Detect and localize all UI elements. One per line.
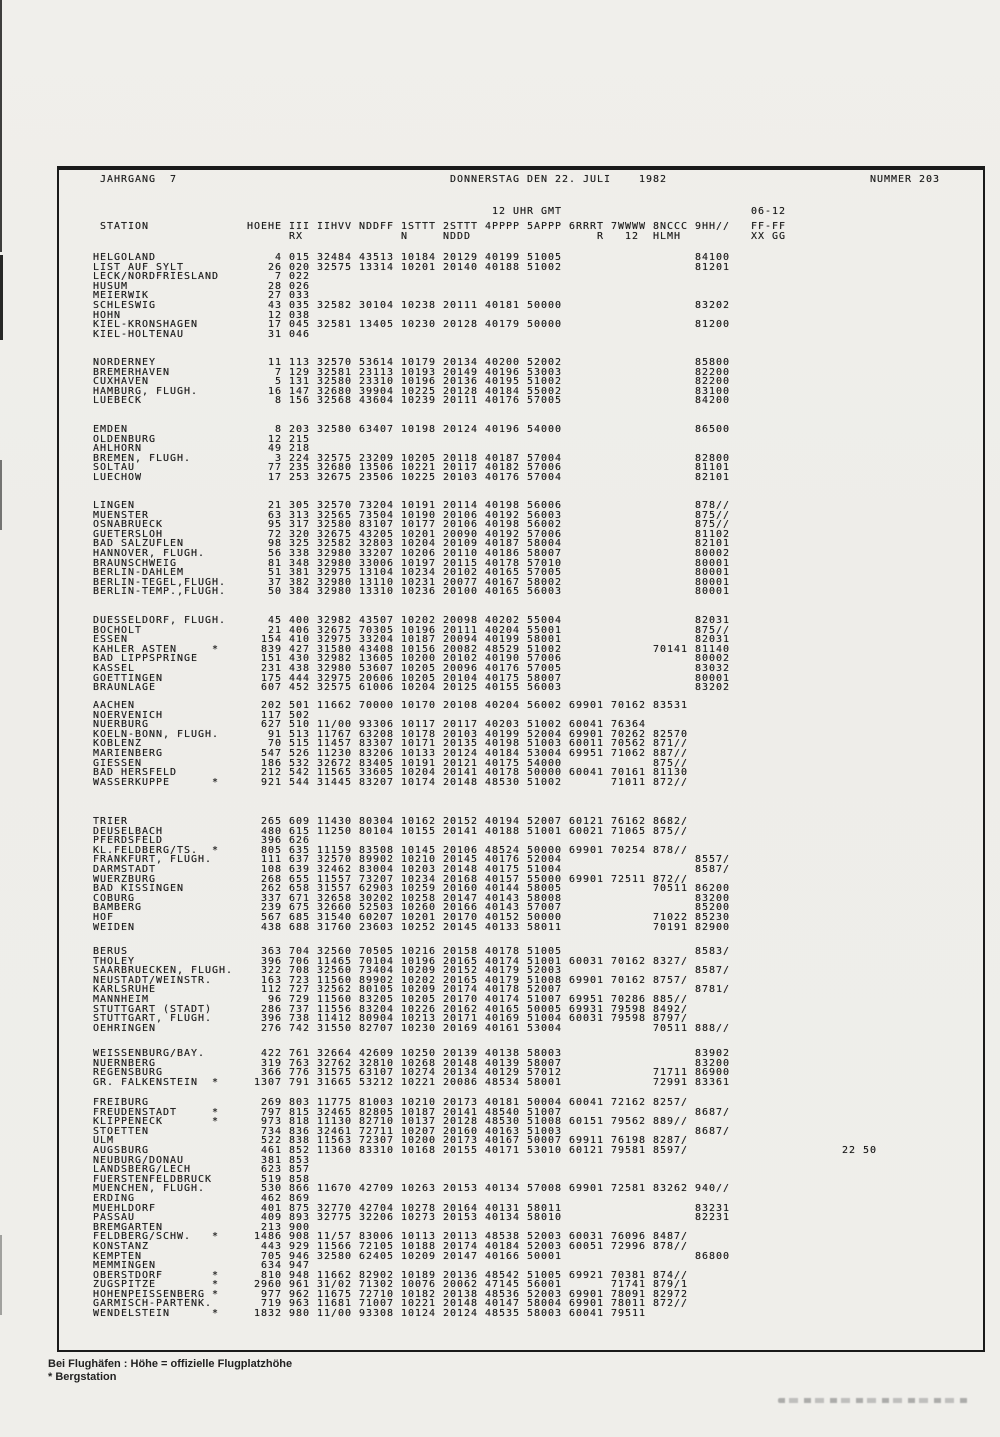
station-row: REGENSBURG 366 776 31575 63107 10274 20134 40129 57012 71711 86900 (93, 1067, 731, 1079)
scan-artifact-left-top (0, 0, 2, 252)
station-row: STUTTGART, FLUGH. 396 738 11412 80904 10213 20171 40169 51004 60031 79598 8797/ (93, 1013, 689, 1025)
station-block (93, 616, 730, 693)
station-row: KAHLER ASTEN * 839 427 31580 43408 10156 20082 48529 51002 70141 81140 (93, 643, 731, 655)
station-row: DUESSELDORF, FLUGH. 45 400 32982 43507 10202 20098 40202 55004 82031 (93, 615, 731, 626)
station-row: LANDSBERG/LECH 623 857 (93, 1164, 311, 1176)
station-row: MANNHEIM 96 729 11560 83205 10205 20170 40174 51007 69951 70286 885// (93, 993, 689, 1005)
station-row: KASSEL 231 438 32980 53607 10205 20096 40176 57005 83032 (93, 662, 731, 674)
station-row: ULM 522 838 11563 72307 10200 20173 40167 50007 69911 76198 8287/ (93, 1135, 689, 1147)
station-row: FRANKFURT, FLUGH. 111 637 32570 89902 10210 20145 40176 52004 8557/ (93, 854, 731, 866)
scan-artifact-left-lower (0, 460, 2, 530)
station-row: LIST AUF SYLT 26 020 32575 13314 10201 20140 40188 51002 81201 (93, 261, 731, 273)
station-row: SOLTAU 77 235 32680 13506 10221 20117 40182 57006 81101 (93, 462, 731, 474)
station-row: LINGEN 21 305 32570 73204 10191 20114 40198 56006 878// (93, 500, 731, 511)
station-row: WASSERKUPPE * 921 544 31445 83207 10174 20148 48530 51002 71011 872// (93, 776, 689, 788)
station-row: BRAUNLAGE 607 452 32575 61006 10204 20125 40155 56003 83202 (93, 682, 731, 694)
station-row: LECK/NORDFRIESLAND 7 022 (93, 271, 311, 283)
station-row: MEMMINGEN 634 947 (93, 1260, 311, 1272)
station-row: LUEBECK 8 156 32568 43604 10239 20111 40176 57005 84200 (93, 395, 731, 407)
station-row: NORDERNEY 11 113 32570 53614 10179 20134 40200 52002 85800 (93, 357, 731, 368)
station-row: MUENCHEN, FLUGH. 530 866 11670 42709 10263 20153 40134 57008 69901 72581 83262 940// (93, 1183, 731, 1195)
station-row: DEUSELBACH 480 615 11250 80104 10155 20141 40188 51001 60021 71065 875// (93, 825, 689, 837)
station-block (93, 1098, 877, 1319)
station-row: FREIBURG 269 803 11775 81003 10210 20173 40181 50004 60041 72162 8257/ (93, 1097, 689, 1108)
station-block (93, 947, 730, 1033)
station-row: HOF 567 685 31540 60207 10201 20170 40152 50000 71022 85230 (93, 911, 731, 923)
station-row: PASSAU 409 893 32775 32206 10273 20153 40134 58010 82231 (93, 1212, 731, 1224)
footer-bergstation-note: * Bergstation (48, 1371, 117, 1383)
column-header-row-2: RX N NDDD R 12 HLMH XX GG (93, 231, 787, 242)
station-row: GIESSEN 186 532 32672 83405 10191 20121 40175 54000 875// (93, 757, 689, 769)
station-row: HAMBURG, FLUGH. 16 147 32680 39904 10225 20128 40184 55002 83100 (93, 385, 731, 397)
station-row: CUXHAVEN 5 131 32580 23310 10196 20136 40195 51002 82200 (93, 376, 731, 388)
station-row: FREUDENSTADT * 797 815 32465 82805 10187 20141 48540 51007 8687/ (93, 1106, 731, 1118)
station-row: KL.FELDBERG/TS. * 805 635 11159 83508 10145 20106 48524 50000 69901 70254 878// (93, 844, 689, 856)
station-row: GOETTINGEN 175 444 32975 20606 10205 20104 40175 58007 80001 (93, 672, 731, 684)
station-row: FUERSTENFELDBRUCK 519 858 (93, 1173, 311, 1185)
station-row: NEUBURG/DONAU 381 853 (93, 1154, 311, 1166)
station-row: NUERBURG 627 510 11/00 93306 10117 20117 40203 51002 60041 76364 (93, 719, 647, 731)
station-row: ERDING 462 869 (93, 1192, 311, 1204)
station-row: WUERZBURG 268 655 11557 73207 10234 20168 40157 55000 69901 72511 872// (93, 873, 689, 885)
station-row: GUETERSLOH 72 320 32675 43205 10201 20090 40192 57006 81102 (93, 528, 731, 540)
station-row: AHLHORN 49 218 (93, 443, 311, 455)
station-block (93, 1049, 730, 1087)
station-row: GARMISCH-PARTENK. 719 963 11681 71007 10221 20148 40147 58004 69901 78011 872// (93, 1298, 689, 1310)
station-row: KOBLENZ 70 515 11457 83307 10171 20135 40198 51003 60011 70562 871// (93, 738, 689, 750)
masthead-line: JAHRGANG 7 DONNERSTAG DEN 22. JULI 1982 NUMMER 203 (93, 174, 941, 185)
station-row: BERUS 363 704 32560 70505 10216 20158 40178 51005 8583/ (93, 946, 731, 957)
station-row: BAD LIPPSPRINGE 151 430 32982 13605 10200 20102 40190 57006 80002 (93, 653, 731, 665)
station-row: ZUGSPITZE * 2960 961 31/02 71302 10076 20062 47145 56001 71741 879/1 (93, 1279, 689, 1291)
station-row: THOLEY 396 706 11465 70104 10196 20165 40174 51001 60031 70162 8327/ (93, 955, 689, 967)
station-row: ESSEN 154 410 32975 33204 10187 20094 40199 58001 82031 (93, 634, 731, 646)
station-row: HANNOVER, FLUGH. 56 338 32980 33207 10206 20110 40186 58007 80002 (93, 547, 731, 559)
station-row: NUERNBERG 319 763 32762 32810 10268 20148 40139 58007 83200 (93, 1057, 731, 1069)
station-row: KIEL-KRONSHAGEN 17 045 32581 13405 10230 20128 40179 50000 81200 (93, 319, 731, 331)
station-block (93, 817, 730, 932)
station-row: KLIPPENECK * 973 818 11130 82710 10137 20128 48530 51008 60151 79562 889// (93, 1116, 689, 1128)
station-row: AACHEN 202 501 11662 70000 10170 20108 40204 56002 69901 70162 83531 (93, 700, 689, 711)
station-row: WENDELSTEIN * 1832 980 11/00 93308 10124 20124 48535 58003 60041 79511 (93, 1308, 647, 1320)
station-row: OEHRINGEN 276 742 31550 82707 10230 20169 40161 53004 70511 888// (93, 1022, 731, 1034)
station-row: BREMGARTEN 213 900 (93, 1221, 311, 1233)
station-row: OBERSTDORF * 810 948 11662 82902 10189 20136 48542 51005 69921 70381 874// (93, 1269, 689, 1281)
station-row: HUSUM 28 026 (93, 280, 311, 292)
station-row: HOHENPEISSENBERG * 977 962 11675 72710 10182 20138 48536 52003 69901 78091 82972 (93, 1288, 689, 1300)
station-row: STUTTGART (STADT) 286 737 11556 83204 10226 20162 40165 50005 69931 79598 8492/ (93, 1003, 689, 1015)
station-row: HOHN 12 038 (93, 309, 311, 321)
station-block (93, 701, 688, 787)
station-row: WEISSENBURG/BAY. 422 761 32664 42609 10250 20139 40138 58003 83902 (93, 1048, 731, 1059)
station-row: KOELN-BONN, FLUGH. 91 513 11767 63208 10178 20103 40199 52004 69901 70262 82570 (93, 728, 689, 740)
station-row: BERLIN-TEMP.,FLUGH. 50 384 32980 13310 10236 20100 40165 56003 80001 (93, 586, 731, 598)
footer-legend (48, 1358, 292, 1384)
station-block (93, 358, 730, 406)
station-row: STOETTEN 734 836 32461 72711 10207 20160 40163 51003 8687/ (93, 1125, 731, 1137)
station-row: TRIER 265 609 11430 80304 10162 20152 40194 52007 60121 76162 8682/ (93, 816, 689, 827)
station-row: NOERVENICH 117 502 (93, 709, 311, 721)
station-row: MEIERWIK 27 033 (93, 290, 311, 302)
scan-artifact-left-bottom (0, 1235, 2, 1315)
station-row: NEUSTADT/WEINSTR. 163 723 11560 89902 10202 20165 40179 51008 69901 70162 8757/ (93, 974, 689, 986)
station-row: DARMSTADT 108 639 32462 83004 10203 20148 40175 51004 8587/ (93, 863, 731, 875)
station-row: BREMERHAVEN 7 129 32581 23113 10193 20149 40196 53003 82200 (93, 366, 731, 378)
station-row: BREMEN, FLUGH. 3 224 32575 23209 10205 20118 40187 57004 82800 (93, 452, 731, 464)
station-row: BAD KISSINGEN 262 658 31557 62903 10259 20160 40144 58005 70511 86200 (93, 883, 731, 895)
station-row: WEIDEN 438 688 31760 23603 10252 20145 40133 58011 70191 82900 (93, 921, 731, 933)
column-header-row-1: STATION HOEHE III IIHVV NDDFF 1STTT 2STTT 4PPPP 5APPP 6RRRT 7WWWW 8NCCC 9HH// FF-FF (93, 221, 787, 232)
station-row: AUGSBURG 461 852 11360 83310 10168 20155 40171 53010 60121 79581 8597/ 22 50 (93, 1144, 878, 1156)
station-block (93, 253, 730, 339)
station-row: KEMPTEN 705 946 32580 62405 10209 20147 40166 50001 86800 (93, 1250, 731, 1262)
station-row: KIEL-HOLTENAU 31 046 (93, 328, 311, 340)
station-row: HELGOLAND 4 015 32484 43513 10184 20129 40199 51005 84100 (93, 252, 731, 263)
station-row: SAARBRUECKEN, FLUGH. 322 708 32560 73404 10209 20152 40179 52003 8587/ (93, 965, 731, 977)
station-row: BERLIN-DAHLEM 51 381 32975 13104 10234 20102 40165 57005 80001 (93, 567, 731, 579)
station-row: FELDBERG/SCHW. * 1486 908 11/57 83006 10113 20113 48538 52003 60031 76096 8487/ (93, 1231, 689, 1243)
station-row: MUEHLDORF 401 875 32770 42704 10278 20164 40131 58011 83231 (93, 1202, 731, 1214)
station-row: BOCHOLT 21 406 32675 70305 10196 20111 40204 55001 875// (93, 624, 731, 636)
station-row: OLDENBURG 12 215 (93, 433, 311, 445)
station-block (93, 425, 730, 483)
station-block (93, 501, 730, 597)
scan-artifact-left-mid (0, 255, 3, 340)
station-row: OSNABRUECK 95 317 32580 83107 10177 20106 40198 56002 875// (93, 519, 731, 531)
station-row: BAD SALZUFLEN 98 325 32582 32803 10204 20109 40187 58004 82101 (93, 538, 731, 550)
station-row: PFERDSFELD 396 626 (93, 835, 311, 847)
station-row: EMDEN 8 203 32580 63407 10198 20124 40196 54000 86500 (93, 424, 731, 435)
gmt-time-line: 12 UHR GMT 06-12 (93, 206, 787, 217)
station-row: BAMBERG 239 675 32660 52503 10260 20166 40143 57007 85200 (93, 902, 731, 914)
station-row: BAD HERSFELD 212 542 11565 33605 10204 20141 40178 50000 60041 70161 81130 (93, 767, 689, 779)
station-row: KARLSRUHE 112 727 32562 80105 10209 20174 40178 52007 8781/ (93, 984, 731, 996)
station-row: MUENSTER 63 313 32565 73504 10190 20106 40192 56003 875// (93, 509, 731, 521)
station-row: GR. FALKENSTEIN * 1307 791 31665 53212 10221 20086 48534 58001 72991 83361 (93, 1076, 731, 1088)
station-row: BRAUNSCHWEIG 81 348 32980 33006 10197 20115 40178 57010 80001 (93, 557, 731, 569)
station-row: LUECHOW 17 253 32675 23506 10225 20103 40176 57004 82101 (93, 471, 731, 483)
footer-airport-note: Bei Flughäfen : Höhe = offizielle Flugplatzhöhe (48, 1358, 293, 1370)
station-row: COBURG 337 671 32658 30202 10258 20147 40143 58008 83200 (93, 892, 731, 904)
station-row: BERLIN-TEGEL,FLUGH. 37 382 32980 13110 10231 20077 40167 58002 80001 (93, 576, 731, 588)
station-row: KONSTANZ 443 929 11566 72105 10188 20174 40184 52003 60051 72996 878// (93, 1240, 689, 1252)
station-row: SCHLESWIG 43 035 32582 30104 10238 20111 40181 50000 83202 (93, 299, 731, 311)
station-row: MARIENBERG 547 526 11230 83206 10133 20124 40184 53004 69951 71062 887// (93, 747, 689, 759)
scan-artifact-smudge (778, 1398, 968, 1403)
